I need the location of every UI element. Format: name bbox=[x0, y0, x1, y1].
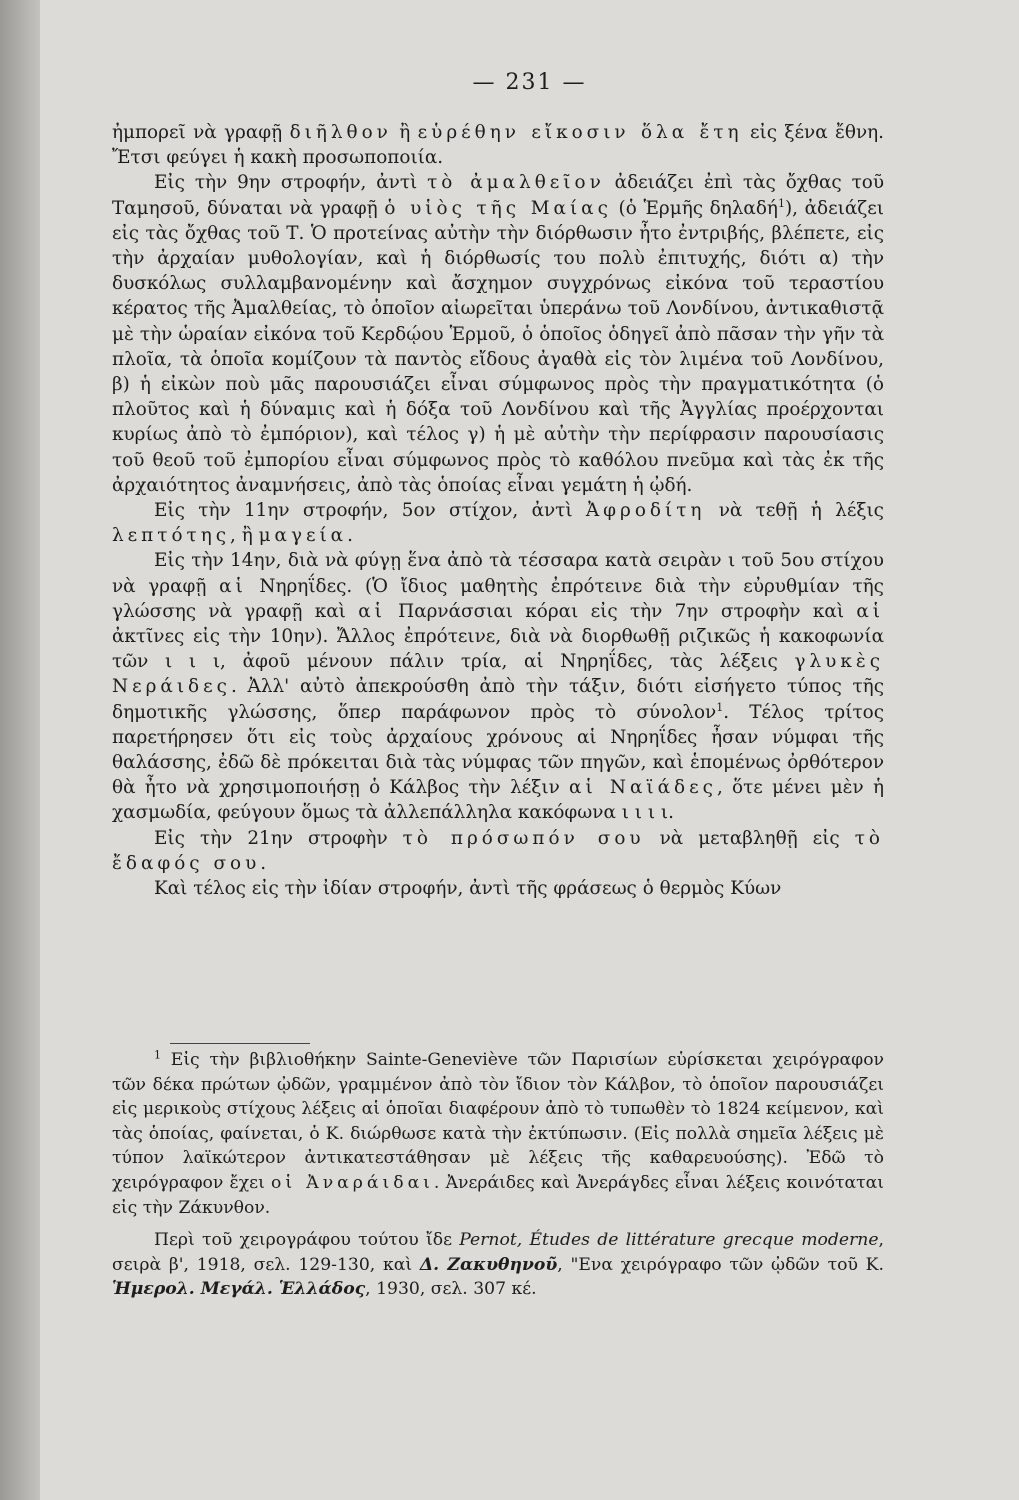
book-page bbox=[40, 0, 1019, 1500]
footnote-rule bbox=[170, 1043, 310, 1044]
footnote-2: Περὶ τοῦ χειρογράφου τούτου ἴδε Pernot, Études de littérature grecque moderne, σειρὰ β', 1918, σελ. 129-130, καὶ Δ. Ζακυθηνοῦ, "Ενα χειρόγραφο τῶν ᾠδῶν τοῦ Κ. Ἡμερολ. Μεγάλ. Ἑλλάδος, 1930, σελ. 307 κέ. bbox=[112, 1230, 884, 1300]
binding-shadow bbox=[0, 0, 40, 1500]
footnote-ref: 1 bbox=[777, 196, 785, 210]
main-text bbox=[112, 120, 884, 901]
footnote-1: $^1$ Εἰς τὴν βιβλιοθήκην Sainte-Geneviève τῶν Παρισίων εὑρίσκεται χειρόγραφον τῶν δέκα πρώτων ᾠδῶν, γραμμένον ἀπὸ τὸν ἴδιον τὸν Κάλβον, τὸ ὁποῖον παρουσιάζει εἰς μερικοὺς στίχους λέξεις αἱ ὁποῖαι διαφέρουν ἀπὸ τὸ τυπωθὲν τὸ 1824 κείμενον, καὶ τὰς ὁποίας, φαίνεται, ὁ Κ. διώρθωσε κατὰ τὴν ἐκτύπωσιν. (Εἰς πολλὰ σημεῖα λέξεις μὲ τύπον λαϊκώτερον ἀντικατεστάθησαν μὲ λέξεις τῆς καθαρευούσης). Ἐδῶ τὸ χειρόγραφον ἔχει οἱ Ἀναράιδαι. Ἀνεράιδες καὶ Ἀνεράγδες εἶναι λέξεις κοινόταται εἰς τὴν Ζάκυνθον. bbox=[112, 1048, 884, 1218]
paragraph-2: Εἰς τὴν 9ην στροφήν, ἀντὶ τὸ ἀμαλθεῖον ἀδειάζει ἐπὶ τὰς ὄχθας τοῦ Ταμησοῦ, δύναται νὰ γραφῇ ὁ υἱὸς τῆς Μαίας (ὁ Ἑρμῆς δηλαδή$^1$), ἀδειάζει εἰς τὰς ὄχθας τοῦ Τ. Ὁ προτείνας αὐτὴν τὴν διόρθωσιν ἦτο ἐντριβής, βλέπετε, εἰς τὴν ἀρχαίαν μυθολογίαν, καὶ ἡ διόρθωσίς του πολὺ ἐπιτυχής, διότι α) τὴν δυσκόλως συλλαμβανομένην καὶ ἄσχημον συγχρόνως εἰκόνα τοῦ τεραστίου κέρατος τῆς Ἀμαλθείας, τὸ ὁποῖον αἰωρεῖται ὑπεράνω τοῦ Λονδίνου, ἀντικαθιστᾷ μὲ τὴν ὡραίαν εἰκόνα τοῦ Κερδῴου Ἑρμοῦ, ὁ ὁποῖος ὁδηγεῖ ἀπὸ πᾶσαν τὴν γῆν τὰ πλοῖα, τὰ ὁποῖα κομίζουν τὰ παντὸς εἴδους ἀγαθὰ εἰς τὸν λιμένα τοῦ Λονδίνου, β) ἡ εἰκὼν ποὺ μᾶς παρουσιάζει εἶναι σύμφωνος πρὸς τὴν πραγματικότητα (ὁ πλοῦτος καὶ ἡ δύναμις καὶ ἡ δόξα τοῦ Λονδίνου καὶ τῆς Ἀγγλίας προέρχονται κυρίως ἀπὸ τὸ ἐμπόριον), καὶ τέλος γ) ἡ μὲ αὐτὴν τὴν περίφρασιν παρουσίασις τοῦ θεοῦ τοῦ ἐμπορίου εἶναι σύμφωνος πρὸς τὸ καθόλου πνεῦμα καὶ τὰς ἐκ τῆς ἀρχαιότητος ἀναμνήσεις, ἀπὸ τὰς ὁποίας εἶναι γεμάτη ἡ ᾠδή. bbox=[112, 172, 885, 496]
paragraph-3: Εἰς τὴν 11ην στροφήν, 5ον στίχον, ἀντὶ Ἀφροδίτη νὰ τεθῇ ἡ λέξις λεπτότης, ἢ μαγεία. bbox=[112, 500, 884, 547]
page-number: — 231 — bbox=[472, 70, 587, 95]
footnotes bbox=[112, 1048, 884, 1302]
footnote-ref: 1 bbox=[716, 700, 724, 714]
paragraph-1: ἠμπορεῖ νὰ γραφῇ διῆλθον ἢ εὑρέθην εἴκοσιν ὅλα ἔτη εἰς ξένα ἔθνη. Ἔτσι φεύγει ἡ κακὴ προσωποποιία. bbox=[112, 122, 885, 169]
paragraph-5: Εἰς τὴν 21ην στροφὴν τὸ πρόσωπόν σου νὰ μεταβληθῇ εἰς τὸ ἔδαφός σου. bbox=[112, 827, 884, 874]
paragraph-4: Εἰς τὴν 14ην, διὰ νὰ φύγῃ ἕνα ἀπὸ τὰ τέσσαρα κατὰ σειρὰν ι τοῦ 5ου στίχου νὰ γραφῇ αἱ Νηρηΐδες. (Ὁ ἴδιος μαθητὴς ἐπρότεινε διὰ τὴν εὐρυθμίαν τῆς γλώσσης νὰ γραφῇ καὶ αἱ Παρνάσσιαι κόραι εἰς τὴν 7ην στροφὴν καὶ αἱ ἀκτῖνες εἰς τὴν 10ην). Ἄλλος ἐπρότεινε, διὰ νὰ διορθωθῇ ριζικῶς ἡ κακοφωνία τῶν ι ι ι, ἀφοῦ μένουν πάλιν τρία, αἱ Νηρηΐδες, τὰς λέξεις γλυκὲς Νεράιδες. Ἀλλ' αὐτὸ ἀπεκρούσθη ἀπὸ τὴν τάξιν, διότι εἰσήγετο τύπος τῆς δημοτικῆς γλώσσης, ὅπερ παράφωνον πρὸς τὸ σύνολον$^1$. Τέλος τρίτος παρετήρησεν ὅτι εἰς τοὺς ἀρχαίους χρόνους αἱ Νηρηΐδες ἦσαν νύμφαι τῆς θαλάσσης, ἐδῶ δὲ πρόκειται διὰ τὰς νύμφας τῶν πηγῶν, καὶ ἑπομένως ὀρθότερον θὰ ἦτο νὰ χρησιμοποιήσῃ ὁ Κάλβος τὴν λέξιν αἱ Ναϊάδες, ὅτε μένει μὲν ἡ χασμωδία, φεύγουν ὅμως τὰ ἀλλεπάλληλα κακόφωνα ι ι ι ι. bbox=[112, 550, 884, 824]
paragraph-6: Καὶ τέλος εἰς τὴν ἰδίαν στροφήν, ἀντὶ τῆς φράσεως ὁ θερμὸς Κύων bbox=[154, 878, 782, 900]
